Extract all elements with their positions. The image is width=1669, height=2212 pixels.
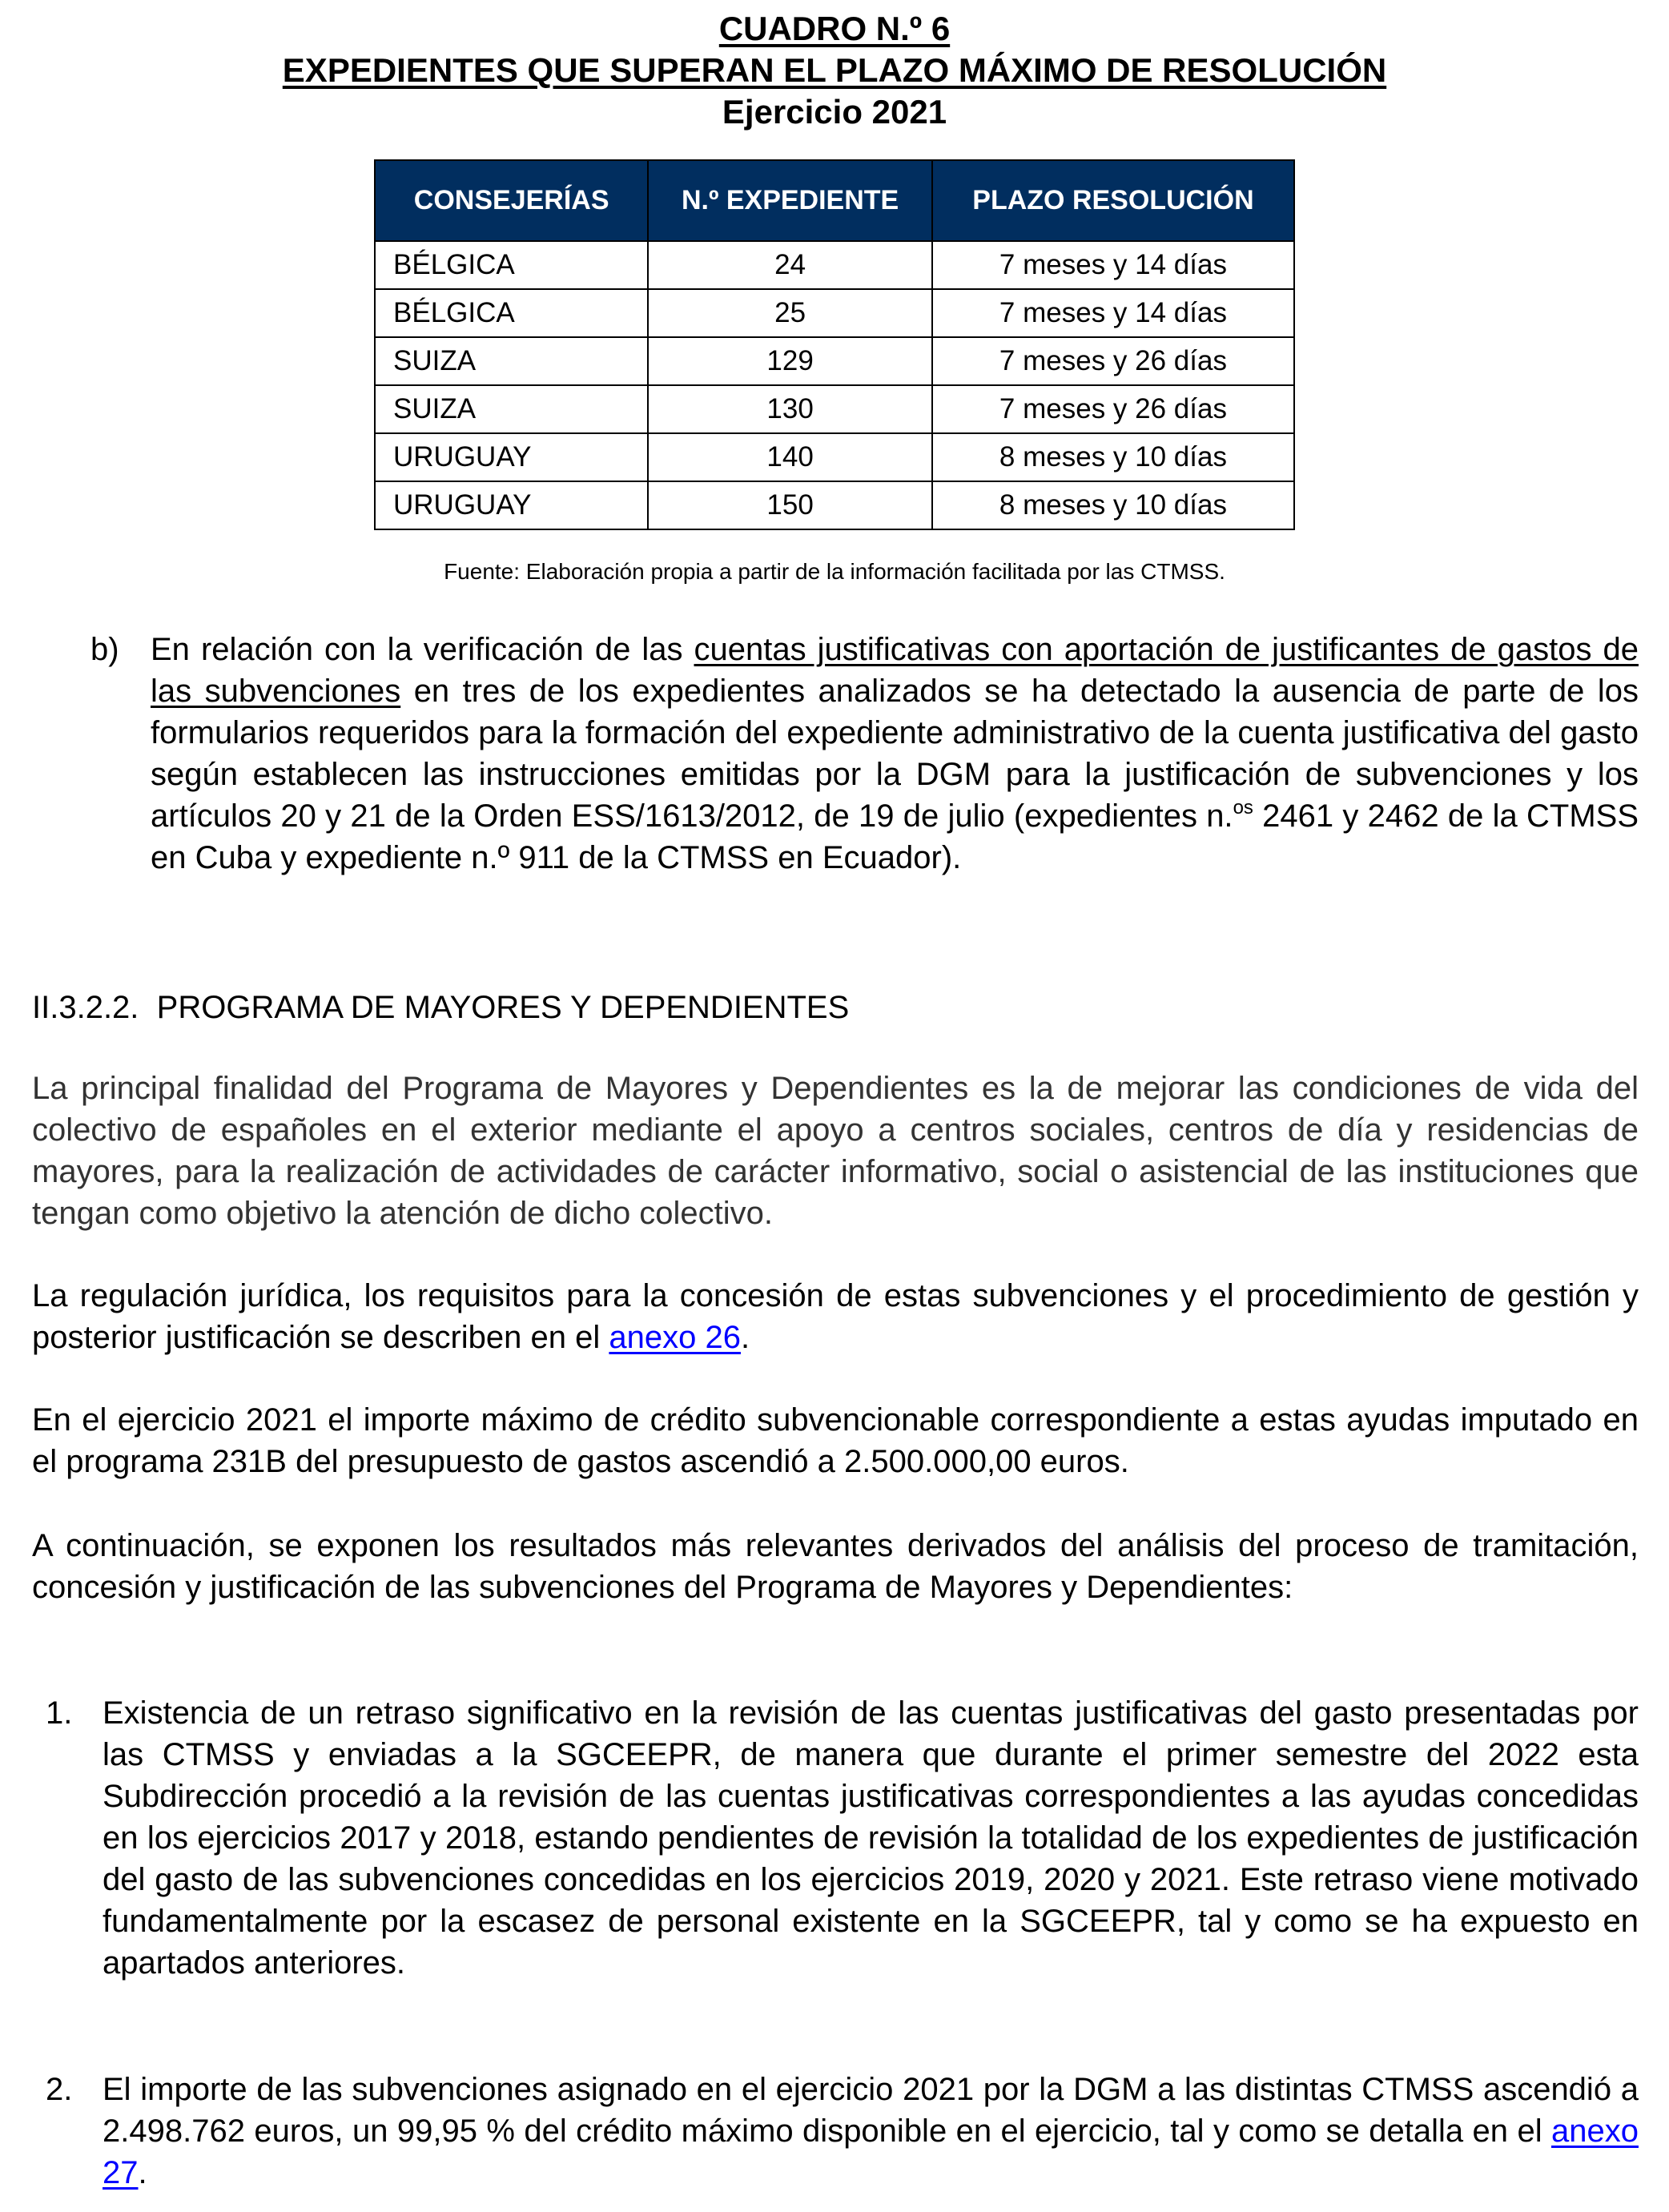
table-row — [375, 481, 1294, 529]
section-heading: II.3.2.2. PROGRAMA DE MAYORES Y DEPENDIENTES — [32, 990, 850, 1025]
cell-consejeria: URUGUAY — [375, 433, 648, 481]
table-row — [375, 433, 1294, 481]
list-item: El importe de las subvenciones asignado en el ejercicio 2021 por la DGM a las distintas CTMSS ascendió a 2.498.762 euros, un 99,95 % del crédito máximo disponible en el ejercicio, tal y como se detalla en el anexo 27. — [103, 2072, 1639, 2190]
table-row — [375, 241, 1294, 289]
cell-plazo: 7 meses y 14 días — [932, 241, 1294, 289]
underlined-phrase: cuentas justificativas con aportación de justificantes de gastos de las subvenciones — [151, 632, 1639, 709]
expedientes-table — [374, 159, 1295, 530]
cell-expediente: 24 — [648, 241, 932, 289]
cell-plazo: 7 meses y 14 días — [932, 289, 1294, 337]
table-caption-year: Ejercicio 2021 — [722, 93, 947, 131]
table-caption-number: CUADRO N.º 6 — [718, 10, 951, 47]
column-header-expediente: N.º EXPEDIENTE — [648, 160, 932, 241]
cell-expediente: 25 — [648, 289, 932, 337]
cell-plazo: 7 meses y 26 días — [932, 337, 1294, 385]
paragraph-regulacion: La regulación jurídica, los requisitos para la concesión de estas subvenciones y el procedimiento de gestión y posterior justificación se describen en el anexo 26. — [32, 1278, 1639, 1355]
anexo-27-link[interactable]: anexo 27 — [103, 2113, 1639, 2190]
cell-expediente: 150 — [648, 481, 932, 529]
table-row — [375, 289, 1294, 337]
item-b-marker: b) — [90, 632, 119, 667]
list-item: Existencia de un retraso significativo en la revisión de las cuentas justificativas del gasto presentadas por las CTMSS y enviadas a la SGCEEPR, de manera que durante el primer semestre del 2022 esta Subdirección procedió a la revisión de las cuentas justificativas correspondientes a las ayudas concedidas en los ejercicios 2017 y 2018, estando pendientes de revisión la totalidad de los expedientes de justificación del gasto de las subvenciones concedidas en los ejercicios 2019, 2020 y 2021. Este retraso viene motivado fundamentalmente por la escasez de personal existente en la SGCEEPR, tal y como se ha expuesto en apartados anteriores. — [103, 1695, 1639, 1981]
table-row — [375, 385, 1294, 433]
list-item-1-marker: 1. — [46, 1695, 73, 1731]
table-source-note: Fuente: Elaboración propia a partir de la información facilitada por las CTMSS. — [444, 559, 1225, 584]
cell-plazo: 7 meses y 26 días — [932, 385, 1294, 433]
table-row — [375, 337, 1294, 385]
cell-consejeria: SUIZA — [375, 337, 648, 385]
cell-expediente: 129 — [648, 337, 932, 385]
paragraph-importe: En el ejercicio 2021 el importe máximo de crédito subvencionable correspondiente a estas ayudas imputado en el programa 231B del presupuesto de gastos ascendió a 2.500.000,00 euros. — [32, 1402, 1639, 1479]
cell-consejeria: URUGUAY — [375, 481, 648, 529]
cell-plazo: 8 meses y 10 días — [932, 433, 1294, 481]
cell-consejeria: BÉLGICA — [375, 289, 648, 337]
cell-consejeria: BÉLGICA — [375, 241, 648, 289]
column-header-plazo: PLAZO RESOLUCIÓN — [932, 160, 1294, 241]
paragraph-finalidad: La principal finalidad del Programa de Mayores y Dependientes es la de mejorar las condiciones de vida del colectivo de españoles en el exterior mediante el apoyo a centros sociales, centros de día y residencias de mayores, para la realización de actividades de carácter informativo, social o asistencial de las instituciones que tengan como objetivo la atención de dicho colectivo. — [32, 1071, 1639, 1231]
table-caption-title: EXPEDIENTES QUE SUPERAN EL PLAZO MÁXIMO DE RESOLUCIÓN — [282, 51, 1387, 89]
cell-expediente: 130 — [648, 385, 932, 433]
item-b-paragraph: En relación con la verificación de las cuentas justificativas con aportación de justificantes de gastos de las subvenciones en tres de los expedientes analizados se ha detectado la ausencia de parte de los formularios requeridos para la formación del expediente administrativo de la cuenta justificativa del gasto según establecen las instrucciones emitidas por la DGM para la justificación de subvenciones y los artículos 20 y 21 de la Orden ESS/1613/2012, de 19 de julio (expedientes n.$^{os}$ 2461 y 2462 de la CTMSS en Cuba y expediente n.º 911 de la CTMSS en Ecuador). — [151, 632, 1639, 875]
anexo-26-link[interactable]: anexo 26 — [609, 1320, 741, 1355]
list-item-2-marker: 2. — [46, 2072, 73, 2107]
table-header-row — [375, 160, 1294, 241]
column-header-consejerias: CONSEJERÍAS — [375, 160, 648, 241]
cell-plazo: 8 meses y 10 días — [932, 481, 1294, 529]
cell-expediente: 140 — [648, 433, 932, 481]
paragraph-resultados: A continuación, se exponen los resultados más relevantes derivados del análisis del proceso de tramitación, concesión y justificación de las subvenciones del Programa de Mayores y Dependientes: — [32, 1528, 1639, 1605]
cell-consejeria: SUIZA — [375, 385, 648, 433]
